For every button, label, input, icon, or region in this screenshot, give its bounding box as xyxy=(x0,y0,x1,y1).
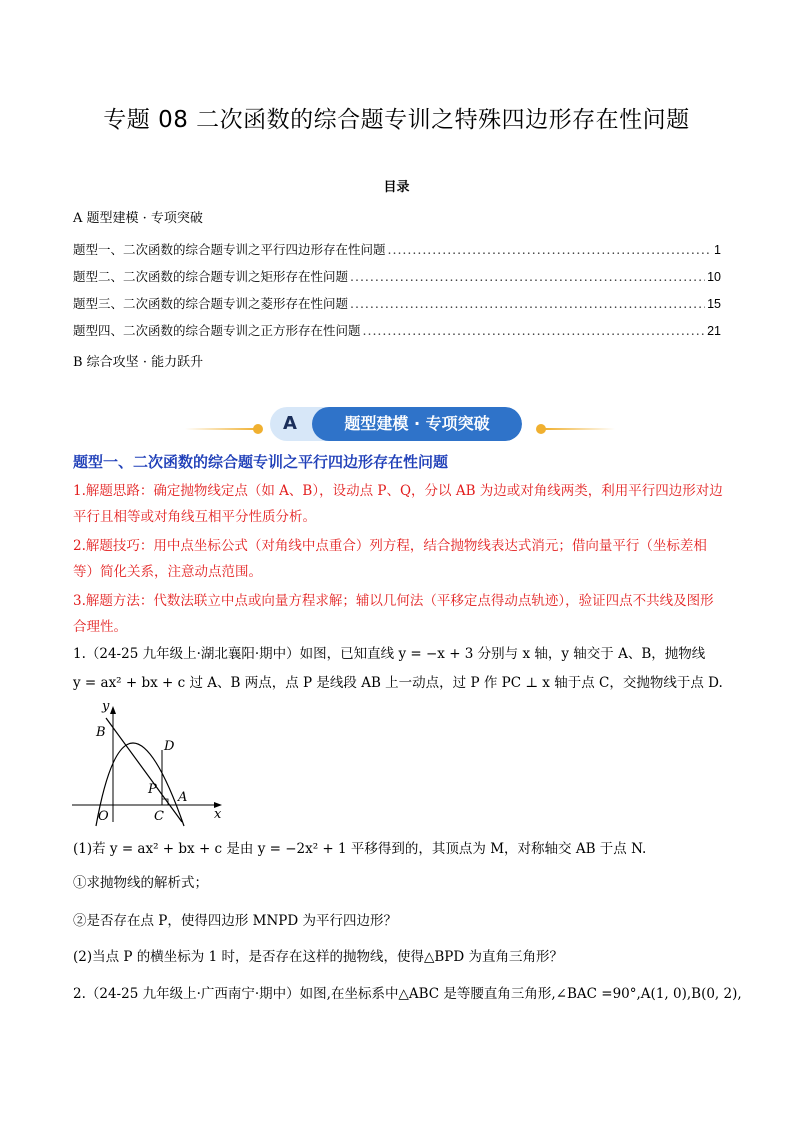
problem1-q1b: ②是否存在点 P，使得四边形 MNPD 为平行四边形？ xyxy=(73,913,397,929)
toc-entry-page: 15 xyxy=(707,297,721,311)
toc-entry[interactable] xyxy=(73,294,721,312)
problem1-q1a: ①求抛物线的解析式； xyxy=(73,875,208,891)
toc-entry-page: 1 xyxy=(714,243,721,257)
banner-text: 题型建模 · 专项突破 xyxy=(312,407,522,441)
label-c: C xyxy=(154,809,164,824)
toc-entry-text: 题型一、二次函数的综合题专训之平行四边形存在性问题 xyxy=(73,242,386,257)
problem2-intro: 2.（24-25 九年级上·广西南宁·期中）如图,在坐标系中△ABC 是等腰直角三角形,∠BAC =90°,A(1, 0),B(0, 2), xyxy=(73,986,742,1002)
banner-divider-left xyxy=(185,428,257,430)
label-x: x xyxy=(214,807,222,822)
label-a: A xyxy=(178,790,188,805)
label-p: P xyxy=(148,782,157,797)
label-o: O xyxy=(98,809,109,824)
label-d: D xyxy=(164,739,175,754)
problem1-q1: (1)若 y = ax² + bx + c 是由 y = −2x² + 1 平移得到的，其顶点为 M，对称轴交 AB 于点 N. xyxy=(73,841,647,857)
banner-letter: A xyxy=(283,413,297,434)
toc-entry[interactable] xyxy=(73,267,721,285)
tip-2: 2.解题技巧：用中点坐标公式（对角线中点重合）列方程，结合抛物线表达式消元；借向量平行（坐标差相等）简化关系，注意动点范围。 xyxy=(73,538,707,580)
toc-entry-text: 题型三、二次函数的综合题专训之菱形存在性问题 xyxy=(73,296,349,311)
line-ab xyxy=(106,718,182,822)
tip-3: 3.解题方法：代数法联立中点或向量方程求解；辅以几何法（平移定点得动点轨迹），验证四点不共线及图形合理性。 xyxy=(73,593,714,635)
label-b: B xyxy=(96,725,106,740)
type1-heading: 题型一、二次函数的综合题专训之平行四边形存在性问题 xyxy=(73,453,449,471)
toc-entry-text: 题型二、二次函数的综合题专训之矩形存在性问题 xyxy=(73,269,349,284)
section-banner xyxy=(270,407,522,441)
toc-entry[interactable] xyxy=(73,240,721,258)
toc-section-a: A 题型建模 · 专项突破 xyxy=(73,211,203,226)
toc-entry[interactable] xyxy=(73,321,721,339)
page-title: 专题 08 二次函数的综合题专训之特殊四边形存在性问题 xyxy=(103,107,690,133)
banner-divider-right xyxy=(545,428,615,430)
label-y: y xyxy=(102,700,110,714)
toc-leader-dots xyxy=(363,323,706,338)
parabola-curve xyxy=(96,743,184,826)
problem1-intro: 1.（24-25 九年级上·湖北襄阳·期中）如图，已知直线 y = −x + 3 分别与 x 轴，y 轴交于 A、B，抛物线 xyxy=(73,646,706,662)
problem1-intro-cont: y = ax² + bx + c 过 A、B 两点，点 P 是线段 AB 上一动点，过 P 作 PC ⊥ x 轴于点 C，交抛物线于点 D. xyxy=(73,675,723,691)
problem1-figure xyxy=(68,700,228,830)
toc-leader-dots xyxy=(350,296,705,311)
toc-entry-text: 题型四、二次函数的综合题专训之正方形存在性问题 xyxy=(73,323,361,338)
y-axis-arrow-icon xyxy=(110,706,116,714)
problem1-q2: (2)当点 P 的横坐标为 1 时，是否存在这样的抛物线，使得△BPD 为直角三角形？ xyxy=(73,949,563,965)
toc-entry-page: 10 xyxy=(707,270,721,284)
tip-1: 1.解题思路：确定抛物线定点（如 A、B），设动点 P、Q，分以 AB 为边或对角线两类，利用平行四边形对边平行且相等或对角线互相平分性质分析。 xyxy=(73,483,723,525)
banner-dot-left xyxy=(253,424,263,434)
toc-leader-dots xyxy=(388,242,713,257)
toc-entry-page: 21 xyxy=(707,324,721,338)
toc-heading: 目录 xyxy=(383,180,410,195)
toc-section-b: B 综合攻坚 · 能力跃升 xyxy=(73,355,204,370)
toc-leader-dots xyxy=(350,269,705,284)
